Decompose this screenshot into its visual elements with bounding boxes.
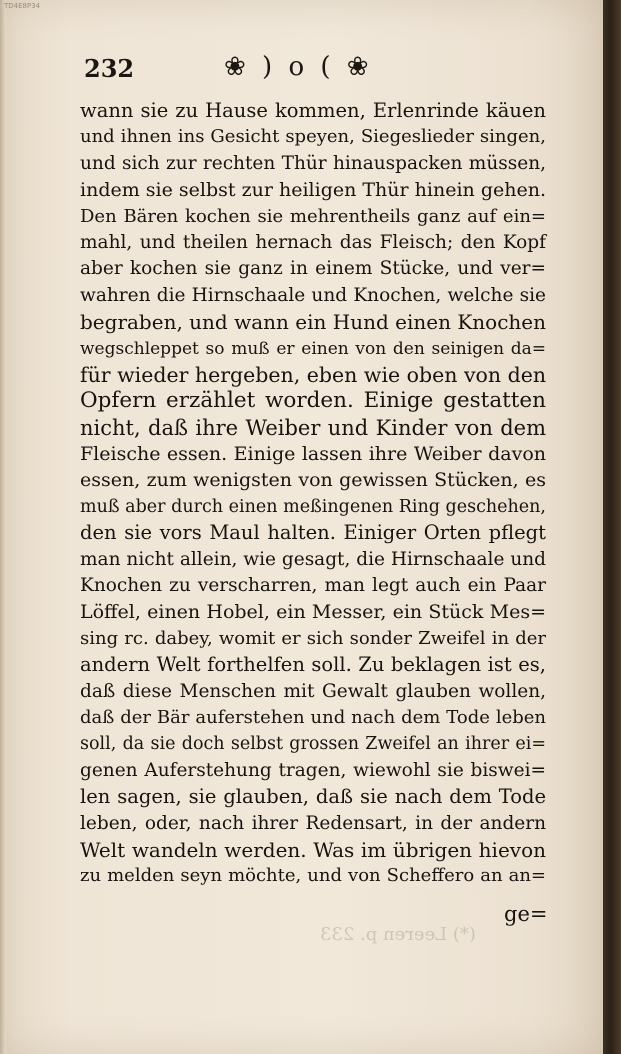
- text-line: Welt wandeln werden. Was im übrigen hievon: [80, 837, 546, 862]
- page-number: 232: [84, 54, 135, 83]
- text-line: zu melden seyn möchte, und von Scheffero an an=: [80, 865, 546, 887]
- bleed-through-text: (*) Leeren p. 233: [320, 924, 476, 945]
- body-text: [80, 98, 546, 890]
- text-line: leben, oder, nach ihrer Redensart, in der andern: [80, 812, 546, 834]
- page-edge: [603, 0, 621, 1054]
- text-line: Löffel, einen Hobel, ein Messer, ein Stück Mes=: [80, 601, 546, 624]
- text-line: Fleische essen. Einige lassen ihre Weiber davon: [80, 443, 546, 466]
- text-line: len sagen, sie glauben, daß sie nach dem Tode: [80, 785, 546, 809]
- text-line: essen, zum wenigsten von gewissen Stücken, es: [80, 469, 546, 492]
- text-line: daß diese Menschen mit Gewalt glauben wollen,: [80, 680, 546, 702]
- text-line: für wieder hergeben, eben wie oben von den: [80, 362, 547, 387]
- running-head: [84, 54, 544, 94]
- text-line: begraben, und wann ein Hund einen Knochen: [80, 310, 546, 335]
- text-line: und ihnen ins Gesicht speyen, Siegeslieder singen,: [80, 126, 546, 148]
- text-line: und sich zur rechten Thür hinauspacken müssen,: [80, 152, 546, 174]
- text-line: aber kochen sie ganz in einem Stücke, und ver=: [80, 258, 546, 280]
- catchword: ge=: [504, 902, 548, 926]
- text-line: Opfern erzählet worden. Einige gestatten: [80, 388, 546, 414]
- text-line: genen Auferstehung tragen, wiewohl sie biswei=: [80, 759, 546, 781]
- text-line: mahl, und theilen hernach das Fleisch; den Kopf: [80, 231, 546, 253]
- text-line: daß der Bär auferstehen und nach dem Tode leben: [80, 706, 546, 728]
- text-line: soll, da sie doch selbst grossen Zweifel an ihrer ei=: [80, 734, 546, 755]
- text-line: andern Welt forthelfen soll. Zu beklagen ist es,: [80, 653, 546, 677]
- text-line: Knochen zu verscharren, man legt auch ein Paar: [80, 575, 546, 597]
- text-line: nicht, daß ihre Weiber und Kinder von dem: [80, 415, 546, 440]
- text-line: wahren die Hirnschaale und Knochen, welche sie: [80, 284, 546, 306]
- text-line: wegschleppet so muß er einen von den seinigen da=: [80, 338, 546, 359]
- text-line: indem sie selbst zur heiligen Thür hinein gehen.: [80, 179, 546, 202]
- text-line: man nicht allein, wie gesagt, die Hirnschaale und: [80, 548, 546, 570]
- header-ornament-icon: ❀ ) o ( ❀: [224, 52, 373, 82]
- text-line: den sie vors Maul halten. Einiger Orten pflegt: [80, 521, 546, 545]
- text-line: wann sie zu Hause kommen, Erlenrinde käuen: [80, 99, 546, 122]
- corner-mark: TD4E8P34: [4, 2, 41, 10]
- text-line: Den Bären kochen sie mehrentheils ganz auf ein=: [80, 205, 546, 227]
- text-line: muß aber durch einen meßingenen Ring geschehen,: [80, 496, 546, 517]
- spine-gutter: [0, 0, 6, 1054]
- text-line: sing rc. dabey, womit er sich sonder Zweifel in der: [80, 627, 546, 649]
